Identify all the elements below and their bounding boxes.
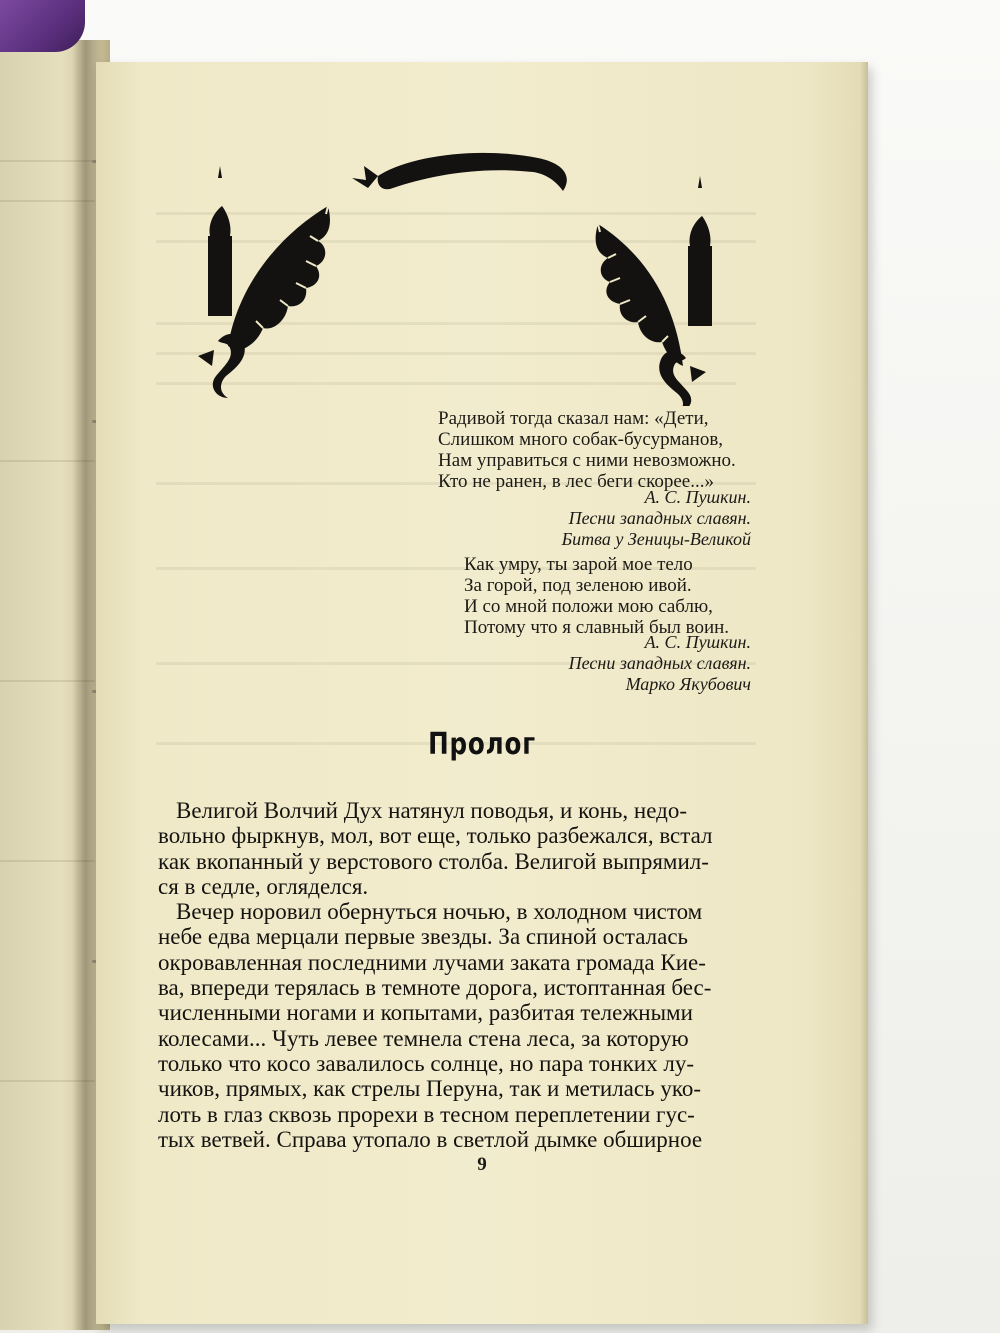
attribution-author: А. С. Пушкин. <box>644 487 751 507</box>
book-page <box>96 62 868 1324</box>
epigraph-line: Как умру, ты зарой мое тело <box>464 554 693 575</box>
body-line: колесами... Чуть левее темнела стена леса, за которую <box>158 1025 689 1051</box>
body-line: Вечер норовил обернуться ночью, в холодном чистом <box>176 899 703 925</box>
body-line: численными ногами и копытами, разбитая тележными <box>158 1000 693 1026</box>
epigraph-line: И со мной положи мою саблю, <box>464 596 713 617</box>
body-line: лоть в глаз сквозь прорехи в тесном переплетении гус- <box>158 1101 695 1127</box>
epigraph-line: Кто не ранен, в лес беги скорее...» <box>438 471 714 492</box>
body-line: только что косо завалилось солнце, но пара тонких лу- <box>158 1050 694 1076</box>
body-line: чиков, прямых, как стрелы Перуна, так и метилась уко- <box>158 1076 702 1102</box>
dragon-ornament-icon <box>178 136 778 406</box>
epigraph-1 <box>438 408 736 492</box>
page-number: 9 <box>477 1154 487 1175</box>
epigraph-1-attribution <box>562 487 751 550</box>
attribution-poem: Битва у Зеницы-Великой <box>561 529 751 549</box>
body-line: как вкопанный у верстового столба. Велигой выпрямил- <box>158 848 709 874</box>
attribution-work: Песни западных славян. <box>568 653 751 673</box>
body-line: небе едва мерцали первые звезды. За спиной осталась <box>158 924 689 950</box>
epigraph-line: Потому что я славный был воин. <box>464 617 730 638</box>
epigraph-line: Слишком много собак-бусурманов, <box>438 429 724 450</box>
body-line: тых ветвей. Справа утопало в светлой дымке обширное <box>158 1126 703 1152</box>
chapter-title: Пролог <box>428 727 536 762</box>
body-line: Велигой Волчий Дух натянул поводья, и конь, недо- <box>176 798 687 823</box>
epigraph-line: Нам управиться с ними невозможно. <box>438 450 736 471</box>
epigraph-2-attribution <box>569 632 751 695</box>
epigraph-2 <box>464 554 729 638</box>
epigraph-line: За горой, под зеленою ивой. <box>464 575 692 596</box>
epigraph-line: Радивой тогда сказал нам: «Дети, <box>438 408 709 429</box>
body-line: вольно фыркнув, мол, вот еще, только разбежался, встал <box>158 823 713 849</box>
attribution-poem: Марко Якубович <box>625 674 751 694</box>
attribution-author: А. С. Пушкин. <box>644 632 751 652</box>
body-text <box>158 798 748 1152</box>
body-line: ва, впереди терялась в темноте дорога, истоптанная бес- <box>158 975 712 1001</box>
attribution-work: Песни западных славян. <box>568 508 751 528</box>
body-line: ся в седле, огляделся. <box>158 873 369 899</box>
body-line: окровавленная последними лучами заката громада Кие- <box>158 949 706 975</box>
